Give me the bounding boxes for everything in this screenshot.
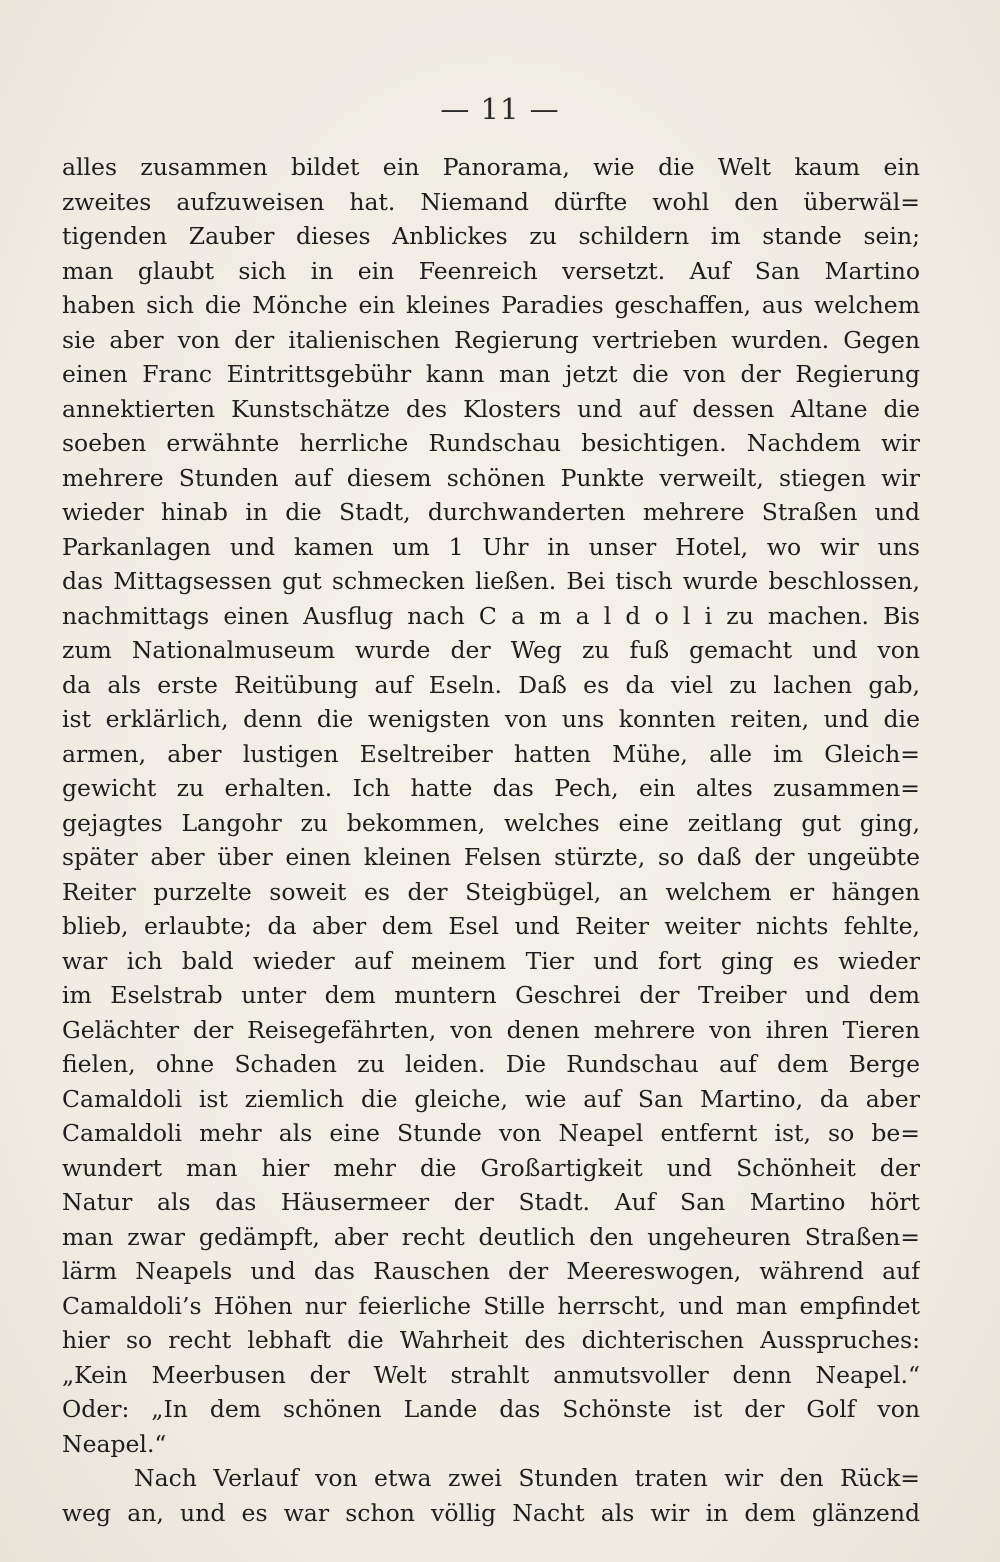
text-line: später aber über einen kleinen Felsen stürzte, so daß der ungeübte <box>62 843 920 871</box>
text-line: wieder hinab in die Stadt, durchwanderten mehrere Straßen und <box>62 498 920 526</box>
text-line: hier so recht lebhaft die Wahrheit des dichterischen Ausspruches: <box>62 1326 920 1354</box>
text-line: Gelächter der Reisegefährten, von denen mehrere von ihren Tieren <box>62 1015 920 1044</box>
text-line: armen, aber lustigen Eseltreiber hatten Mühe, alle im Gleich= <box>62 739 920 768</box>
text-line: alles zusammen bildet ein Panorama, wie die Welt kaum ein <box>62 153 920 181</box>
text-line: sie aber von der italienischen Regierung vertrieben wurden. Gegen <box>62 325 920 354</box>
text-line: mehrere Stunden auf diesem schönen Punkte verweilt, stiegen wir <box>62 463 920 492</box>
text-line: gewicht zu erhalten. Ich hatte das Pech, ein altes zusammen= <box>62 774 920 802</box>
text-line: war ich bald wieder auf meinem Tier und fort ging es wieder <box>62 946 920 975</box>
text-line: Camaldoli mehr als eine Stunde von Neapel entfernt ist, so be= <box>62 1119 920 1147</box>
text-line: einen Franc Eintrittsgebühr kann man jetzt die von der Regierung <box>62 360 920 388</box>
text-line: Camaldoli ist ziemlich die gleiche, wie auf San Martino, da aber <box>62 1084 920 1113</box>
text-line: im Eselstrab unter dem muntern Geschrei der Treiber und dem <box>62 981 920 1009</box>
text-line: Reiter purzelte soweit es der Steigbügel, an welchem er hängen <box>62 877 920 906</box>
text-line: da als erste Reitübung auf Eseln. Daß es da viel zu lachen gab, <box>62 670 920 699</box>
text-line-paragraph-end: Neapel.“ <box>62 1429 167 1458</box>
text-line: ist erklärlich, denn die wenigsten von uns konnten reiten, und die <box>62 705 920 733</box>
page-number: — 11 — <box>440 92 560 126</box>
text-line: soeben erwähnte herrliche Rundschau besichtigen. Nachdem wir <box>62 429 920 457</box>
text-line: man zwar gedämpft, aber recht deutlich den ungeheuren Straßen= <box>62 1222 920 1251</box>
text-line: zum Nationalmuseum wurde der Weg zu fuß gemacht und von <box>62 636 920 664</box>
text-line: Natur als das Häusermeer der Stadt. Auf San Martino hört <box>62 1188 920 1216</box>
body-text <box>62 150 920 1530</box>
text-line: Camaldoli’s Höhen nur feierliche Stille herrscht, und man empfindet <box>62 1291 920 1320</box>
text-line: tigenden Zauber dieses Anblickes zu schildern im stande sein; <box>62 222 920 250</box>
text-line: wundert man hier mehr die Großartigkeit und Schönheit der <box>62 1153 920 1182</box>
text-line-paragraph-start: Nach Verlauf von etwa zwei Stunden traten wir den Rück= <box>134 1464 920 1492</box>
text-line: Parkanlagen und kamen um 1 Uhr in unser Hotel, wo wir uns <box>62 532 920 561</box>
text-line: haben sich die Mönche ein kleines Paradies geschaffen, aus welchem <box>62 291 920 319</box>
text-line: weg an, und es war schon völlig Nacht als wir in dem glänzend <box>62 1498 920 1527</box>
text-line: gejagtes Langohr zu bekommen, welches eine zeitlang gut ging, <box>62 808 920 837</box>
text-line: nachmittags einen Ausflug nach C a m a l d o l i zu machen. Bis <box>62 601 920 630</box>
text-line: annektierten Kunstschätze des Klosters und auf dessen Altane die <box>62 394 920 423</box>
text-line: man glaubt sich in ein Feenreich versetzt. Auf San Martino <box>62 256 920 285</box>
text-line: lärm Neapels und das Rauschen der Meereswogen, während auf <box>62 1257 920 1285</box>
text-line: blieb, erlaubte; da aber dem Esel und Reiter weiter nichts fehlte, <box>62 912 920 940</box>
text-line: zweites aufzuweisen hat. Niemand dürfte wohl den überwäl= <box>62 187 920 216</box>
text-line: „Kein Meerbusen der Welt strahlt anmutsvoller denn Neapel.“ <box>62 1360 920 1389</box>
text-line: fielen, ohne Schaden zu leiden. Die Rundschau auf dem Berge <box>62 1050 920 1078</box>
text-line: Oder: „In dem schönen Lande das Schönste ist der Golf von <box>62 1395 920 1423</box>
text-line: das Mittagsessen gut schmecken ließen. Bei tisch wurde beschlossen, <box>62 567 920 595</box>
